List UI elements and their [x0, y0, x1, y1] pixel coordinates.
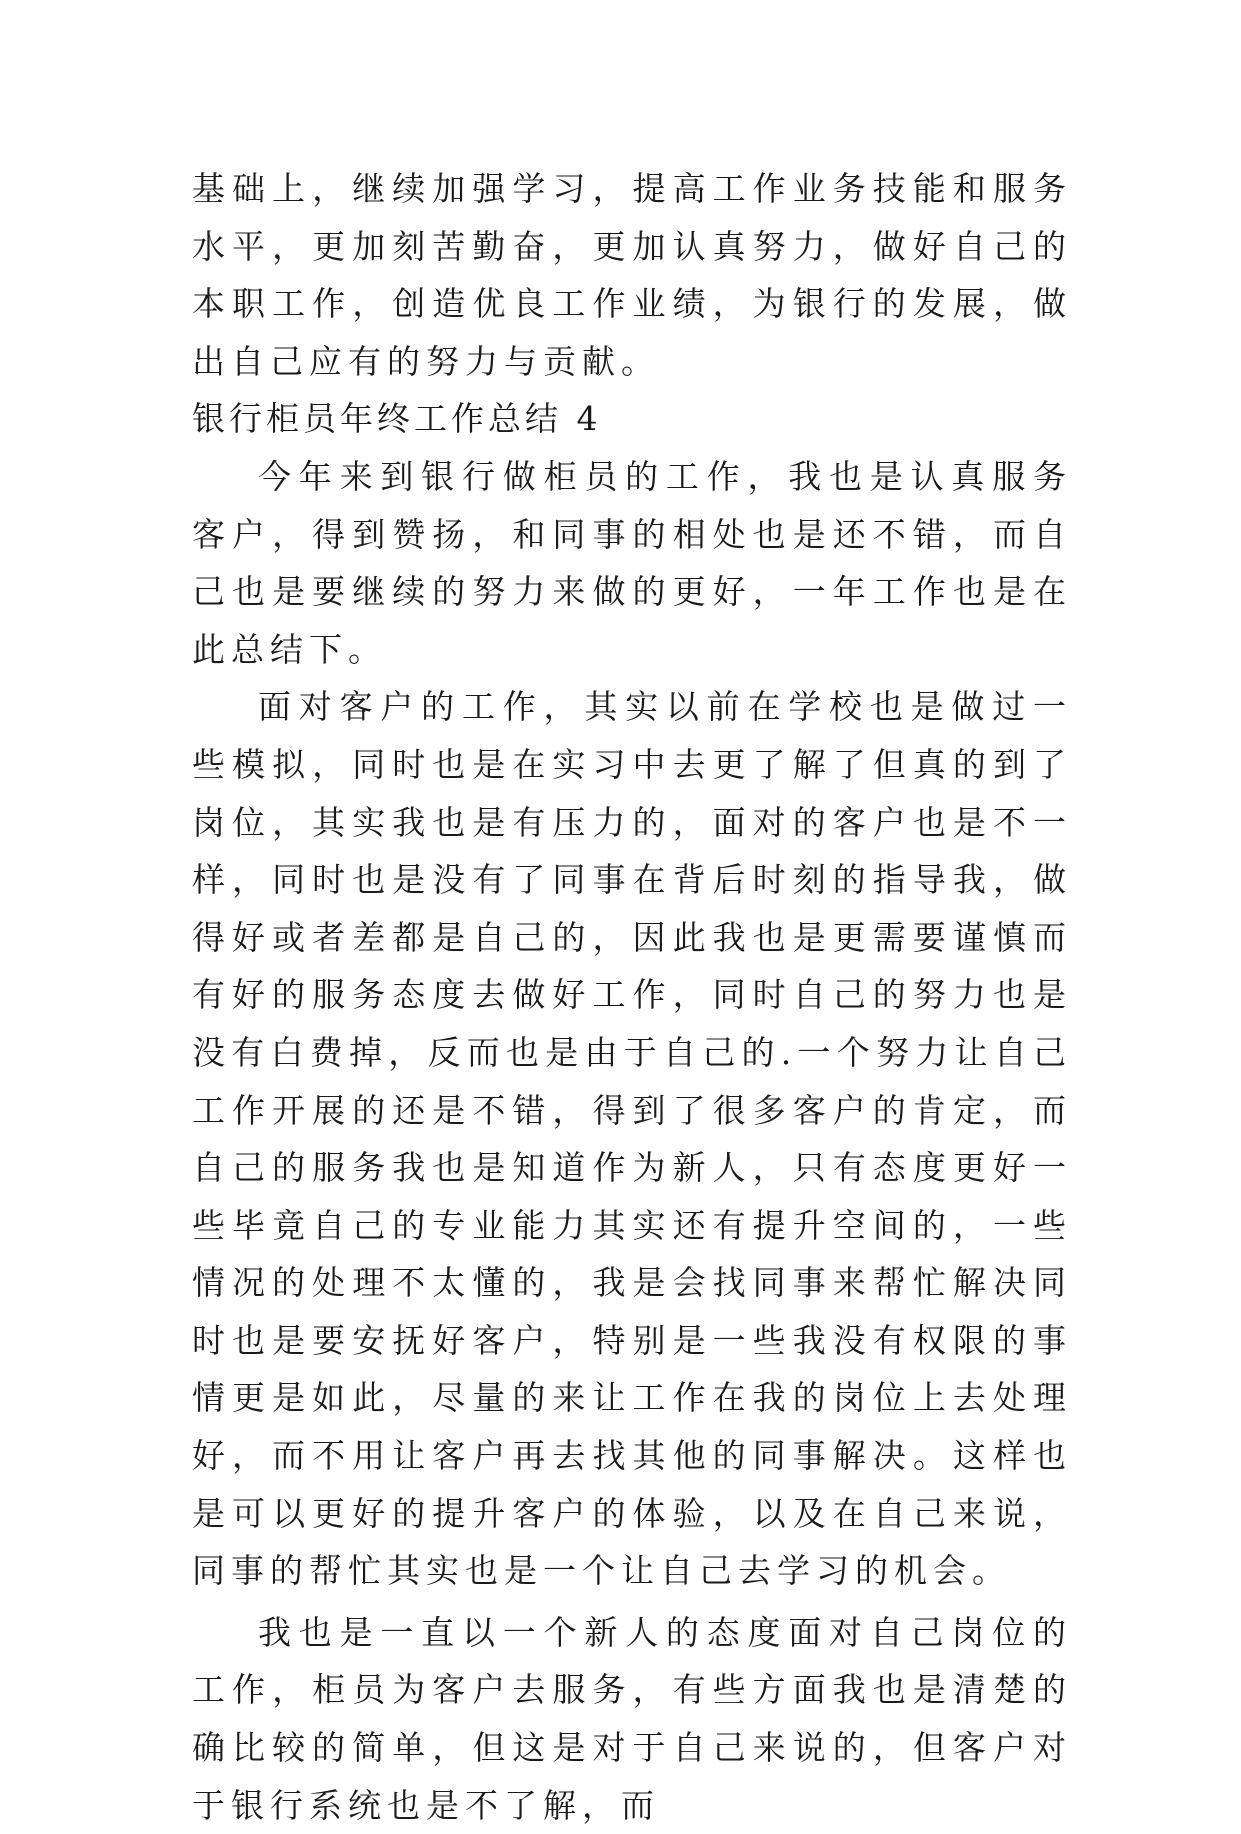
paragraph-1: 今年来到银行做柜员的工作，我也是认真服务客户，得到赞扬，和同事的相处也是还不错，而自己也是要继续的努力来做的更好，一年工作也是在此总结下。 [192, 456, 1072, 669]
document-body [192, 160, 1072, 1834]
section-heading: 银行柜员年终工作总结 4 [192, 399, 602, 439]
paragraph-2: 面对客户的工作，其实以前在学校也是做过一些模拟，同时也是在实习中去更了解了但真的到了岗位，其实我也是有压力的，面对的客户也是不一样，同时也是没有了同事在背后时刻的指导我，做得好或者差都是自己的，因此我也是更需要谨慎而有好的服务态度去做好工作，同时自己的努力也是没有白费掉，反而也是由于自己的.一个努力让自己工作开展的还是不错，得到了很多客户的肯定，而自己的服务我也是知道作为新人，只有态度更好一些毕竟自己的专业能力其实还有提升空间的，一些情况的处理不太懂的，我是会找同事来帮忙解决同时也是要安抚好客户，特别是一些我没有权限的事情更是如此，尽量的来让工作在我的岗位上去处理好，而不用让客户再去找其他的同事解决。这样也是可以更好的提升客户的体验，以及在自己来说，同事的帮忙其实也是一个让自己去学习的机会。 [192, 687, 1072, 1591]
paragraph-3: 我也是一直以一个新人的态度面对自己岗位的工作，柜员为客户去服务，有些方面我也是清楚的确比较的简单，但这是对于自己来说的，但客户对于银行系统也是不了解，而 [192, 1612, 1072, 1825]
continued-paragraph: 基础上，继续加强学习，提高工作业务技能和服务水平，更加刻苦勤奋，更加认真努力，做好自己的本职工作，创造优良工作业绩，为银行的发展，做出自己应有的努力与贡献。 [192, 169, 1072, 381]
